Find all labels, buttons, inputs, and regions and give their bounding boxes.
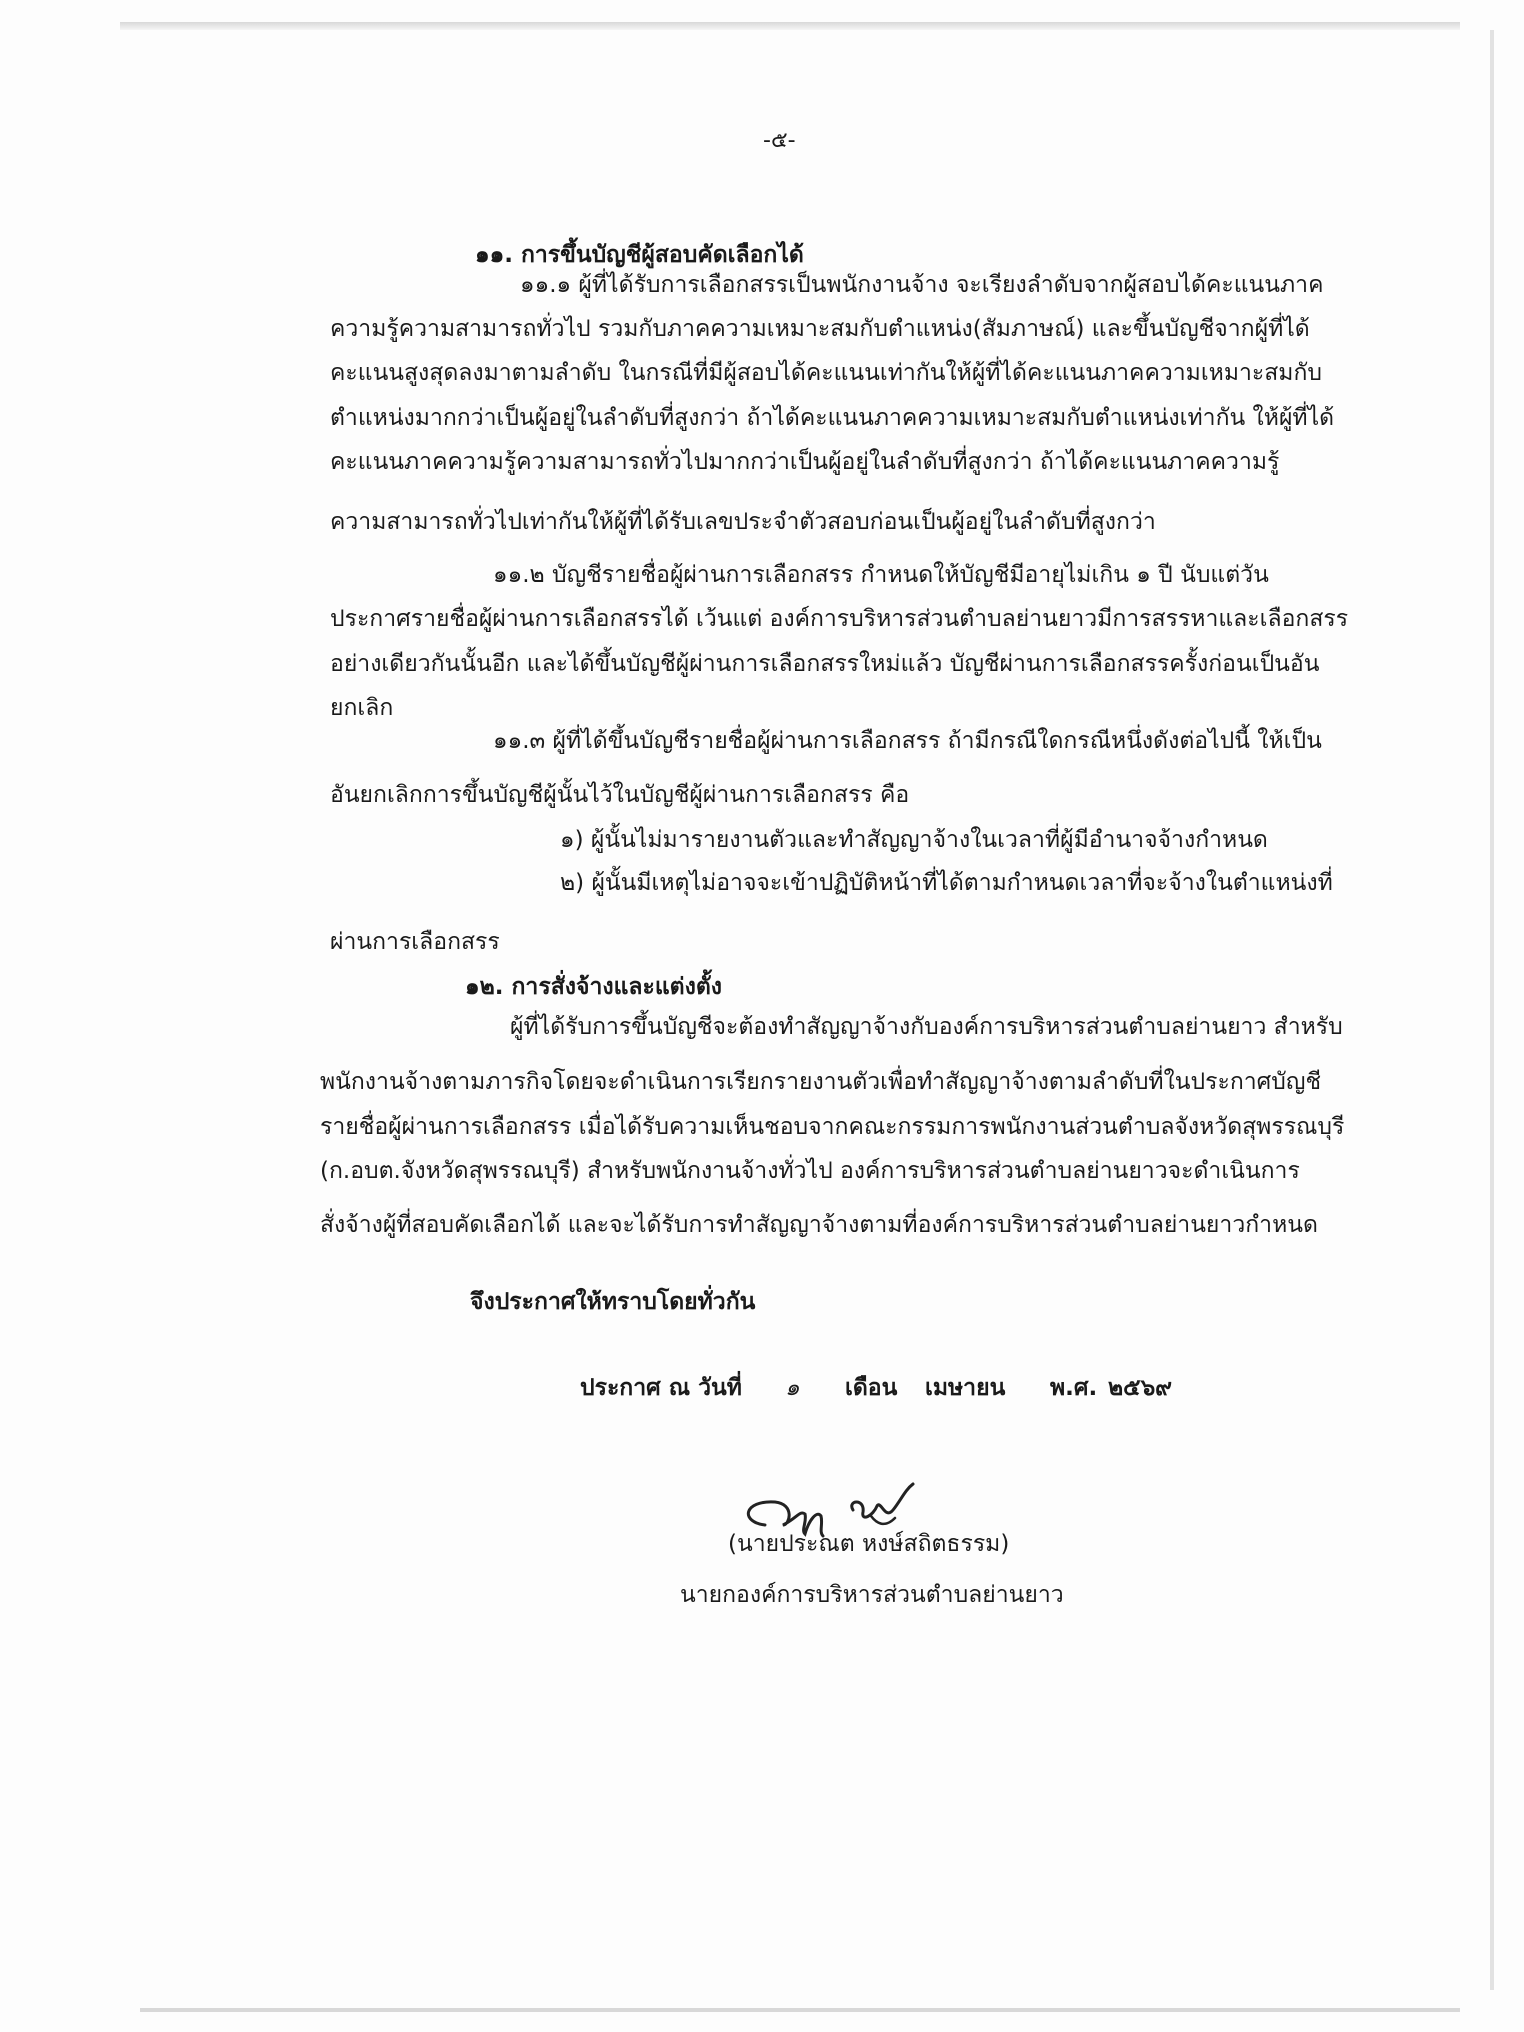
clause-11-1-line-2: ความรู้ความสามารถทั่วไป รวมกับภาคความเหมาะสมกับตำแหน่ง(สัมภาษณ์) และขึ้นบัญชีจากผู้ที่ได้ [330,316,1310,342]
scan-edge-bottom [140,2008,1460,2012]
announcement-date-month-label: เดือน [845,1375,898,1401]
section-12-line-3: รายชื่อผู้ผ่านการเลือกสรร เมื่อได้รับความเห็นชอบจากคณะกรรมการพนักงานส่วนตำบลจังหวัดสุพรรณบุรี [320,1114,1345,1140]
scan-edge-top [120,22,1460,30]
clause-11-3-item-2-cont: ผ่านการเลือกสรร [330,929,500,955]
clause-11-1-line-6: ความสามารถทั่วไปเท่ากันให้ผู้ที่ได้รับเลขประจำตัวสอบก่อนเป็นผู้อยู่ในลำดับที่สูงกว่า [330,509,1156,535]
section-11-title: ๑๑. การขึ้นบัญชีผู้สอบคัดเลือกได้ [475,242,804,268]
closing-statement: จึงประกาศให้ทราบโดยทั่วกัน [470,1289,756,1315]
clause-11-2-line-4: ยกเลิก [330,695,394,721]
clause-11-2-line-1: ๑๑.๒ บัญชีรายชื่อผู้ผ่านการเลือกสรร กำหนดให้บัญชีมีอายุไม่เกิน ๑ ปี นับแต่วัน [493,562,1269,588]
clause-11-1-line-5: คะแนนภาคความรู้ความสามารถทั่วไปมากกว่าเป็นผู้อยู่ในลำดับที่สูงกว่า ถ้าได้คะแนนภาคความรู้ [330,449,1280,475]
announcement-date-year: ๒๕๖๙ [1108,1375,1173,1401]
clause-11-3-item-2: ๒) ผู้นั้นมีเหตุไม่อาจจะเข้าปฏิบัติหน้าที่ได้ตามกำหนดเวลาที่จะจ้างในตำแหน่งที่ [560,870,1333,896]
clause-11-3-item-1: ๑) ผู้นั้นไม่มารายงานตัวและทำสัญญาจ้างในเวลาที่ผู้มีอำนาจจ้างกำหนด [560,827,1268,853]
clause-11-1-line-4: ตำแหน่งมากกว่าเป็นผู้อยู่ในลำดับที่สูงกว่า ถ้าได้คะแนนภาคความเหมาะสมกับตำแหน่งเท่ากัน ให้ผู้ที่ได้ [330,405,1335,431]
clause-11-1-line-3: คะแนนสูงสุดลงมาตามลำดับ ในกรณีที่มีผู้สอบได้คะแนนเท่ากันให้ผู้ที่ได้คะแนนภาคความเหมาะสมกับ [330,360,1322,386]
page-number: -๕- [763,128,796,153]
section-12-line-4: (ก.อบต.จังหวัดสุพรรณบุรี) สำหรับพนักงานจ้างทั่วไป องค์การบริหารส่วนตำบลย่านยาวจะดำเนินการ [320,1158,1300,1184]
section-12-line-1: ผู้ที่ได้รับการขึ้นบัญชีจะต้องทำสัญญาจ้างกับองค์การบริหารส่วนตำบลย่านยาว สำหรับ [510,1014,1343,1040]
announcement-date-month: เมษายน [925,1375,1006,1401]
clause-11-1-line-1: ๑๑.๑ ผู้ที่ได้รับการเลือกสรรเป็นพนักงานจ้าง จะเรียงลำดับจากผู้สอบได้คะแนนภาค [520,272,1324,298]
announcement-date-year-label: พ.ศ. [1050,1375,1098,1401]
announcement-date-day: ๑ [785,1375,800,1401]
scan-edge-right [1490,30,1494,1990]
signatory-position: นายกองค์การบริหารส่วนตำบลย่านยาว [680,1582,1064,1608]
section-12-line-5: สั่งจ้างผู้ที่สอบคัดเลือกได้ และจะได้รับการทำสัญญาจ้างตามที่องค์การบริหารส่วนตำบลย่านยาวกำหนด [320,1212,1318,1238]
announcement-date-prefix: ประกาศ ณ วันที่ [580,1375,742,1401]
clause-11-2-line-2: ประกาศรายชื่อผู้ผ่านการเลือกสรรได้ เว้นแต่ องค์การบริหารส่วนตำบลย่านยาวมีการสรรหาและเลือกสรร [330,606,1349,632]
clause-11-3-line-2: อันยกเลิกการขึ้นบัญชีผู้นั้นไว้ในบัญชีผู้ผ่านการเลือกสรร คือ [330,782,910,808]
signatory-name: (นายประณต หงษ์สถิตธรรม) [728,1531,1010,1557]
clause-11-3-line-1: ๑๑.๓ ผู้ที่ได้ขึ้นบัญชีรายชื่อผู้ผ่านการเลือกสรร ถ้ามีกรณีใดกรณีหนึ่งดังต่อไปนี้ ให้เป็น [493,728,1322,754]
clause-11-2-line-3: อย่างเดียวกันนั้นอีก และได้ขึ้นบัญชีผู้ผ่านการเลือกสรรใหม่แล้ว บัญชีผ่านการเลือกสรรครั้งก่อนเป็นอัน [330,651,1320,677]
section-12-line-2: พนักงานจ้างตามภารกิจโดยจะดำเนินการเรียกรายงานตัวเพื่อทำสัญญาจ้างตามลำดับที่ในประกาศบัญชี [320,1069,1322,1095]
section-12-title: ๑๒. การสั่งจ้างและแต่งตั้ง [465,974,723,1000]
